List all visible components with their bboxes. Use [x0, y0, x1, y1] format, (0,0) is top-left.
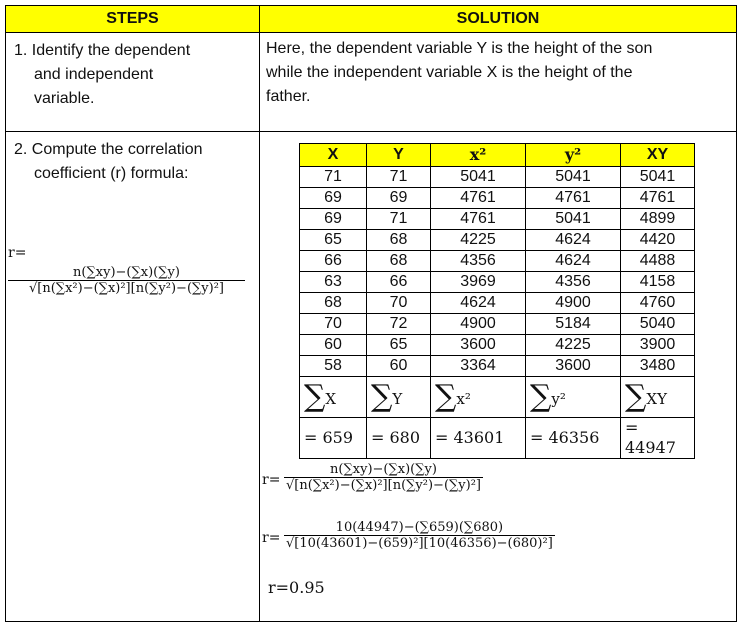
- total-x: = 659: [300, 418, 367, 459]
- table-cell: 4488: [621, 251, 695, 272]
- solution-1-cell: [260, 33, 737, 132]
- table-cell: 71: [367, 167, 431, 188]
- table-cell: 69: [367, 188, 431, 209]
- table-cell: 72: [367, 314, 431, 335]
- table-cell: 4900: [526, 293, 621, 314]
- table-cell: 4225: [526, 335, 621, 356]
- calc-r-label-2: r=: [262, 530, 281, 546]
- step-1-line-3: variable.: [34, 90, 95, 107]
- table-cell: 5040: [621, 314, 695, 335]
- table-cell: 4760: [621, 293, 695, 314]
- table-cell: 65: [367, 335, 431, 356]
- col-header-y2: y²: [526, 144, 621, 167]
- sigma-icon: ∑: [435, 379, 457, 414]
- table-cell: 4225: [431, 230, 526, 251]
- table-cell: 69: [300, 188, 367, 209]
- calc-denominator-2: √[10(43601)−(659)²][10(46356)−(680)²]: [286, 536, 553, 551]
- step-1-line-2: and independent: [34, 66, 154, 83]
- table-cell: 5041: [431, 167, 526, 188]
- col-header-y: Y: [367, 144, 431, 167]
- solution-header: SOLUTION: [260, 6, 737, 33]
- table-cell: 60: [300, 335, 367, 356]
- table-cell: 3969: [431, 272, 526, 293]
- result-r: r=0.95: [268, 578, 325, 597]
- sigma-icon: ∑: [530, 379, 552, 414]
- formula-numerator: n(∑xy)−(∑x)(∑y): [8, 265, 245, 281]
- table-cell: 4624: [431, 293, 526, 314]
- total-xy: = 44947: [621, 418, 695, 459]
- table-cell: 3600: [526, 356, 621, 377]
- table-cell: 3600: [431, 335, 526, 356]
- table-cell: 5041: [526, 167, 621, 188]
- solution-1-line-3: father.: [266, 88, 311, 105]
- steps-header: STEPS: [6, 6, 260, 33]
- table-row: [300, 251, 695, 272]
- sum-x2: ∑x²: [431, 377, 526, 418]
- table-cell: 5184: [526, 314, 621, 335]
- calc-formula: [262, 462, 483, 493]
- table-cell: 3364: [431, 356, 526, 377]
- step-2-line-2: coefficient (r) formula:: [34, 165, 189, 182]
- formula-denominator: √[n(∑x²)−(∑x)²][n(∑y²)−(∑y)²]: [29, 281, 224, 296]
- table-cell: 4761: [526, 188, 621, 209]
- table-cell: 71: [300, 167, 367, 188]
- table-cell: 63: [300, 272, 367, 293]
- table-cell: 66: [367, 272, 431, 293]
- table-cell: 68: [367, 251, 431, 272]
- col-header-x: X: [300, 144, 367, 167]
- sum-y: ∑Y: [367, 377, 431, 418]
- table-cell: 4356: [526, 272, 621, 293]
- calc-numerator-2: 10(44947)−(∑659)(∑680): [284, 520, 555, 536]
- table-row: [300, 314, 695, 335]
- calc-substituted: [262, 520, 555, 551]
- sigma-icon: ∑: [625, 379, 647, 414]
- col-header-xy: XY: [621, 144, 695, 167]
- solution-1-line-1: Here, the dependent variable Y is the height of the son: [266, 40, 653, 57]
- col-header-x2: x²: [431, 144, 526, 167]
- total-y: = 680: [367, 418, 431, 459]
- total-x2: = 43601: [431, 418, 526, 459]
- table-row: [300, 293, 695, 314]
- table-cell: 4761: [431, 209, 526, 230]
- table-row: [300, 230, 695, 251]
- table-cell: 70: [367, 293, 431, 314]
- table-cell: 65: [300, 230, 367, 251]
- table-cell: 58: [300, 356, 367, 377]
- step-1-line-1: 1. Identify the dependent: [14, 42, 191, 59]
- formula-r-label: r=: [8, 245, 27, 261]
- table-row: [300, 209, 695, 230]
- table-cell: 68: [367, 230, 431, 251]
- sum-xy: ∑XY: [621, 377, 695, 418]
- sigma-icon: ∑: [371, 379, 393, 414]
- table-row: [300, 188, 695, 209]
- step-1-cell: [6, 33, 260, 132]
- sum-x: ∑X: [300, 377, 367, 418]
- table-cell: 5041: [621, 167, 695, 188]
- table-cell: 69: [300, 209, 367, 230]
- table-row: [300, 272, 695, 293]
- table-row: [300, 335, 695, 356]
- table-cell: 5041: [526, 209, 621, 230]
- solution-1-line-2: while the independent variable X is the height of the: [266, 64, 633, 81]
- table-cell: 70: [300, 314, 367, 335]
- sigma-icon: ∑: [304, 379, 326, 414]
- table-cell: 68: [300, 293, 367, 314]
- table-cell: 4761: [621, 188, 695, 209]
- table-cell: 4761: [431, 188, 526, 209]
- table-cell: 4900: [431, 314, 526, 335]
- step-2-cell: [6, 132, 260, 622]
- calc-r-label: r=: [262, 472, 281, 488]
- table-cell: 4624: [526, 251, 621, 272]
- calc-numerator: n(∑xy)−(∑x)(∑y): [284, 462, 483, 478]
- total-y2: = 46356: [526, 418, 621, 459]
- table-cell: 71: [367, 209, 431, 230]
- calc-denominator: √[n(∑x²)−(∑x)²][n(∑y²)−(∑y)²]: [286, 478, 481, 493]
- sum-y2: ∑y²: [526, 377, 621, 418]
- table-cell: 4420: [621, 230, 695, 251]
- table-cell: 3480: [621, 356, 695, 377]
- table-cell: 4158: [621, 272, 695, 293]
- data-table: [299, 143, 695, 459]
- table-cell: 3900: [621, 335, 695, 356]
- step-2-line-1: 2. Compute the correlation: [14, 141, 203, 158]
- table-row: [300, 356, 695, 377]
- table-cell: 60: [367, 356, 431, 377]
- table-cell: 4356: [431, 251, 526, 272]
- table-cell: 4624: [526, 230, 621, 251]
- table-cell: 66: [300, 251, 367, 272]
- table-row: [300, 167, 695, 188]
- table-cell: 4899: [621, 209, 695, 230]
